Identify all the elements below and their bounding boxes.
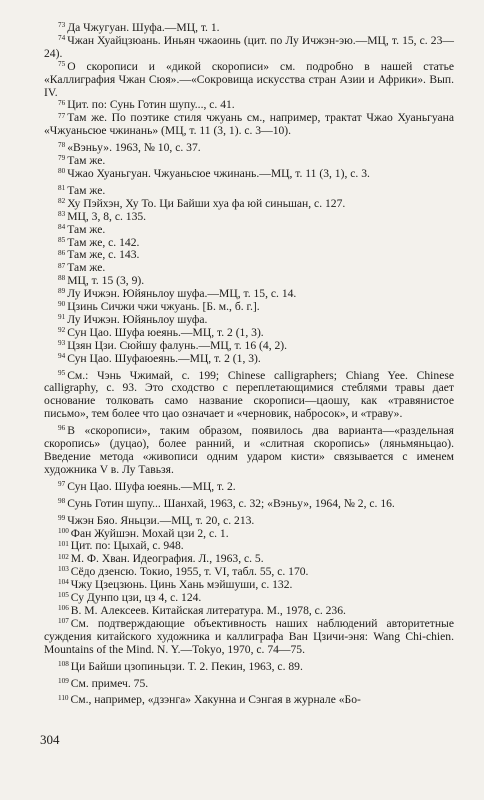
- footnote-number: 104: [58, 578, 69, 587]
- footnote: [44, 211, 454, 224]
- footnote-number: 90: [58, 300, 66, 309]
- footnote-text: «Вэньу». 1963, № 10, с. 37.: [67, 141, 201, 155]
- footnotes-list: [44, 22, 454, 707]
- footnote-text: Сун Цао. Шуфаюеянь.—МЦ, т. 2 (1, 3).: [67, 351, 261, 365]
- footnote-text: Там же, с. 143.: [67, 248, 140, 262]
- footnote-text: Сунь Готин шупу... Шанхай, 1963, с. 32; «Вэньу», 1964, № 2, с. 16.: [67, 496, 395, 510]
- footnote: [44, 661, 454, 674]
- footnote-number: 81: [58, 184, 66, 193]
- footnote-text: Чжу Цзецзюнь. Цинь Хань мэйшуши, с. 132.: [70, 578, 293, 592]
- footnote-number: 84: [58, 222, 66, 231]
- footnote-text: Цит. по: Сунь Готин шупу..., с. 41.: [67, 98, 235, 112]
- footnote-number: 89: [58, 287, 66, 296]
- footnote-text: Чжэн Бяо. Яньцзи.—МЦ, т. 20, с. 213.: [67, 513, 255, 527]
- footnote-text: Там же.: [67, 154, 106, 168]
- footnote-text: Ху Пэйхэн, Ху То. Ци Байши хуа фа юй синьшан, с. 127.: [67, 196, 346, 210]
- footnote-text: В «скорописи», таким образом, появилось два варианта—«раздельная скоропись» (дуцао), более ранний, и «слитная скоропись» (ляньмяньцао). Введение метода «живописи одним ударом кисти» связывается с именем художника V в. Лу Тавьзя.: [44, 424, 454, 476]
- footnote-number: 101: [58, 539, 69, 548]
- footnote-number: 87: [58, 261, 66, 270]
- footnote-number: 98: [58, 496, 66, 505]
- footnote-number: 94: [58, 351, 66, 360]
- footnote-number: 103: [58, 565, 69, 574]
- footnote-number: 102: [58, 552, 69, 561]
- footnote: [44, 425, 454, 477]
- footnote-text: Сун Цао. Шуфа юеянь.—МЦ, т. 2 (1, 3).: [67, 325, 264, 339]
- footnote-number: 76: [58, 98, 66, 107]
- footnote-text: Су Дунпо цзи, цз 4, с. 124.: [70, 591, 202, 605]
- footnote-text: Ци Байши цзопиньцзи. Т. 2. Пекин, 1963, с. 89.: [70, 659, 303, 673]
- footnote-text: Чжао Хуаньгуан. Чжуаньсюе чжинань.—МЦ, т. 11 (3, 1), с. 3.: [67, 166, 370, 180]
- footnote-text: См. примеч. 75.: [70, 676, 149, 690]
- footnote: [44, 35, 454, 61]
- footnote: [44, 249, 454, 262]
- footnote-number: 73: [58, 21, 66, 30]
- footnote: [44, 481, 454, 494]
- footnote-text: См.: Чэнь Чжимай, с. 199; Chinese calligraphers; Chiang Yee. Chinese calligraphy, с. 93. Это сходство с переплетающимися стеблями травы дает основание толковать само название скорописи—цаошу, как «травянистое письмо», тем более что цао означает и «черновик, набросок», и «траву».: [44, 368, 454, 421]
- footnote-number: 85: [58, 235, 66, 244]
- footnote-number: 78: [58, 141, 66, 150]
- footnote-text: Да Чжугуан. Шуфа.—МЦ, т. 1.: [67, 21, 220, 34]
- footnote-number: 82: [58, 196, 66, 205]
- footnote-number: 93: [58, 338, 66, 347]
- footnote-text: Там же.: [67, 183, 106, 197]
- page-number: 304: [40, 732, 60, 747]
- footnote-number: 97: [58, 480, 66, 489]
- footnote-number: 95: [58, 368, 66, 377]
- footnote-number: 92: [58, 326, 66, 335]
- footnote-text: МЦ, т. 15 (3, 9).: [67, 274, 145, 288]
- footnote: [44, 353, 454, 366]
- footnote-number: 80: [58, 167, 66, 176]
- footnote-number: 108: [58, 659, 69, 668]
- footnote-number: 106: [58, 604, 69, 613]
- footnote: [44, 142, 454, 155]
- footnote-number: 77: [58, 111, 66, 120]
- footnote-text: Цзинь Сичжи чжи чжуань. [Б. м., б. г.].: [67, 300, 260, 314]
- footnote-text: МЦ, 3, 8, с. 135.: [67, 209, 147, 223]
- footnote-number: 105: [58, 591, 69, 600]
- footnote-text: М. Ф. Хван. Идеография. Л., 1963, с. 5.: [70, 552, 264, 566]
- footnote-text: См. подтверждающие объективность наших наблюдений авторитетные суждения китайского художника и каллиграфа Ван Цзичи-эня: Wang Chi-chien. Mountains of the Mind. N. Y.—Tokyo, 1970, с. 74—75.: [44, 616, 454, 656]
- footnote-number: 88: [58, 274, 66, 283]
- footnote-number: 79: [58, 154, 66, 163]
- footnote-number: 99: [58, 513, 66, 522]
- footnote-text: Лу Ичжэн. Юйяньлоу шуфа.: [67, 312, 208, 326]
- footnote-text: Цит. по: Цыхай, с. 948.: [70, 539, 184, 553]
- footnote-number: 75: [58, 59, 66, 68]
- footnote: [44, 498, 454, 511]
- footnote: [44, 678, 454, 691]
- footnote-text: В. М. Алексеев. Китайская литература. М., 1978, с. 236.: [70, 603, 346, 617]
- footnote-text: См., например, «дзэнга» Хакунна и Сэнгая в журнале «Бо-: [70, 693, 361, 707]
- footnote: [44, 618, 454, 657]
- footnote-number: 100: [58, 526, 69, 535]
- footnote-number: 74: [58, 34, 66, 43]
- footnote: [44, 112, 454, 138]
- footnote-text: Там же. По поэтике стиля чжуань см., например, трактат Чжао Хуаньгуана «Чжуаньсюе чжинань» (МЦ, т. 11 (3, 1). с. 3—10).: [44, 111, 454, 138]
- footnote: [44, 370, 454, 422]
- footnote-text: Там же, с. 142.: [67, 235, 140, 249]
- footnote-number: 110: [58, 693, 69, 702]
- footnote-number: 91: [58, 313, 66, 322]
- footnote: [44, 61, 454, 100]
- footnote-number: 83: [58, 209, 66, 218]
- footnote-text: Цзян Цзи. Сюйшу фалунь.—МЦ, т. 16 (4, 2).: [67, 338, 288, 352]
- footnote-number: 107: [58, 617, 69, 626]
- footnote: [44, 168, 454, 181]
- footnote-text: Чжан Хуайцзюань. Иньян чжаоинь (цит. по Лу Ичжэн-эю.—МЦ, т. 15, с. 23—24).: [44, 33, 454, 60]
- footnote-text: О скорописи и «дикой скорописи» см. подробно в нашей статье «Каллиграфия Чжан Сюя».—«Сокровища искусства стран Азии и Африки». Вып. IV.: [44, 59, 454, 99]
- footnote-text: Сёдо дзенсю. Токио, 1955, т. VI, табл. 55, с. 170.: [70, 565, 309, 579]
- footnote: [44, 694, 454, 707]
- footnote-text: Сун Цао. Шуфа юеянь.—МЦ, т. 2.: [67, 479, 236, 493]
- footnote-number: 109: [58, 676, 69, 685]
- footnote-text: Там же.: [67, 261, 106, 275]
- footnote-text: Фан Жуйшэн. Мохай цзи 2, с. 1.: [70, 526, 229, 540]
- footnote-number: 96: [58, 424, 66, 433]
- footnote-number: 86: [58, 248, 66, 257]
- footnote-text: Там же.: [67, 222, 106, 236]
- footnote-text: Лу Ичжэн. Юйяньлоу шуфа.—МЦ, т. 15, с. 14.: [67, 287, 297, 301]
